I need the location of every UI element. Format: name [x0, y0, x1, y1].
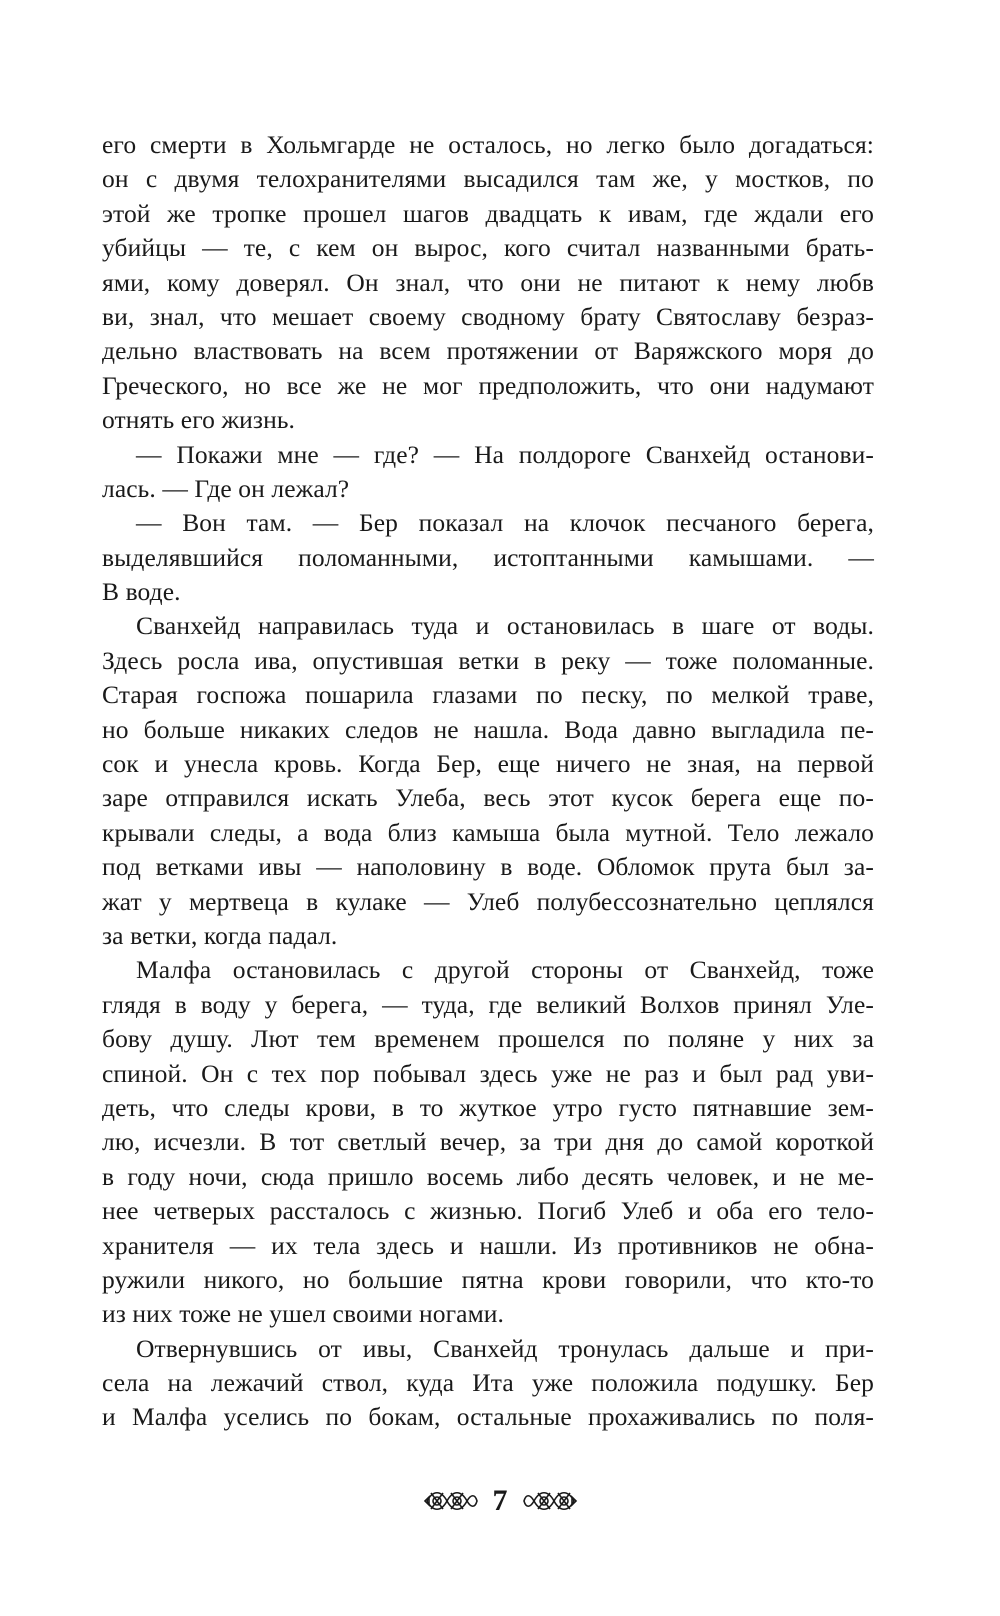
text-line: ружили никого, но большие пятна крови говорили, что кто-то	[102, 1264, 874, 1294]
text-line: В воде.	[102, 577, 181, 607]
text-line: и Малфа уселись по бокам, остальные прохаживались по поля-	[102, 1402, 874, 1432]
text-line: ями, кому доверял. Он знал, что они не питают к нему любв	[102, 267, 874, 297]
text-line: сок и унесла кровь. Когда Бер, еще ничего не зная, на первой	[102, 749, 874, 779]
text-line: под ветками ивы — наполовину в воде. Обломок прута был за-	[102, 852, 874, 882]
text-line: дельно властвовать на всем протяжении от Варяжского моря до	[102, 336, 874, 366]
text-line: Сванхейд направилась туда и остановилась в шаге от воды.	[136, 611, 874, 641]
knot-ornament-icon	[423, 1484, 479, 1518]
text-line: в году ночи, сюда пришло восемь либо десять человек, и не ме-	[102, 1161, 874, 1191]
text-line: из них тоже не ушел своими ногами.	[102, 1299, 505, 1329]
text-line: лась. — Где он лежал?	[102, 473, 350, 503]
text-line: его смерти в Хольмгарде не осталось, но легко было догадаться:	[102, 130, 874, 159]
text-line: заре отправился искать Улеба, весь этот кусок берега еще по-	[102, 783, 874, 813]
text-line: Греческого, но все же не мог предположить, что они надумают	[102, 370, 874, 400]
text-line: этой же тропке прошел шагов двадцать к ивам, где ждали его	[102, 198, 874, 228]
text-line: убийцы — те, с кем он вырос, кого считал названными брать-	[102, 233, 874, 263]
text-line: отнять его жизнь.	[102, 405, 296, 435]
text-line: крывали следы, а вода близ камыша была мутной. Тело лежало	[102, 817, 874, 847]
text-line: он с двумя телохранителями высадился там же, у мостков, по	[102, 164, 874, 194]
knot-ornament-icon	[522, 1484, 578, 1518]
page-number: 7	[492, 1484, 508, 1517]
text-line: лю, исчезли. В тот светлый вечер, за три дня до самой короткой	[102, 1127, 874, 1157]
text-line: нее четверых рассталось с жизнью. Погиб Улеб и оба его тело-	[102, 1196, 874, 1226]
text-line: Старая госпожа пошарила глазами по песку, по мелкой траве,	[102, 680, 874, 710]
text-line: жат у мертвеца в кулаке — Улеб полубессознательно цеплялся	[102, 886, 874, 916]
text-line: ви, знал, что мешает своему сводному брату Святославу безраз-	[102, 301, 874, 331]
text-line: Здесь росла ива, опустившая ветки в реку — тоже поломанные.	[102, 645, 874, 675]
text-line: но больше никаких следов не нашла. Вода давно выгладила пе-	[102, 714, 874, 744]
text-line: Отвернувшись от ивы, Сванхейд тронулась дальше и при-	[136, 1333, 874, 1363]
text-line: бову душу. Лют тем временем прошелся по поляне у них за	[102, 1024, 874, 1054]
text-line: глядя в воду у берега, — туда, где великий Волхов принял Уле-	[102, 989, 874, 1019]
text-line: — Покажи мне — где? — На полдороге Сванхейд останови-	[136, 439, 874, 469]
page-footer	[0, 1476, 1000, 1526]
text-line: хранителя — их тела здесь и нашли. Из противников не обна-	[102, 1230, 874, 1260]
text-line: Малфа остановилась с другой стороны от Сванхейд, тоже	[136, 955, 874, 985]
text-line: спиной. Он с тех пор побывал здесь уже не раз и был рад уви-	[102, 1058, 874, 1088]
text-line: села на лежачий ствол, куда Ита уже положила подушку. Бер	[102, 1368, 874, 1398]
text-line: выделявшийся поломанными, истоптанными камышами. —	[102, 542, 874, 572]
text-line: за ветки, когда падал.	[102, 920, 338, 950]
text-line: деть, что следы крови, в то жуткое утро густо пятнавшие зем-	[102, 1092, 874, 1122]
text-line: — Вон там. — Бер показал на клочок песчаного берега,	[136, 508, 874, 538]
body-text	[102, 128, 874, 1435]
